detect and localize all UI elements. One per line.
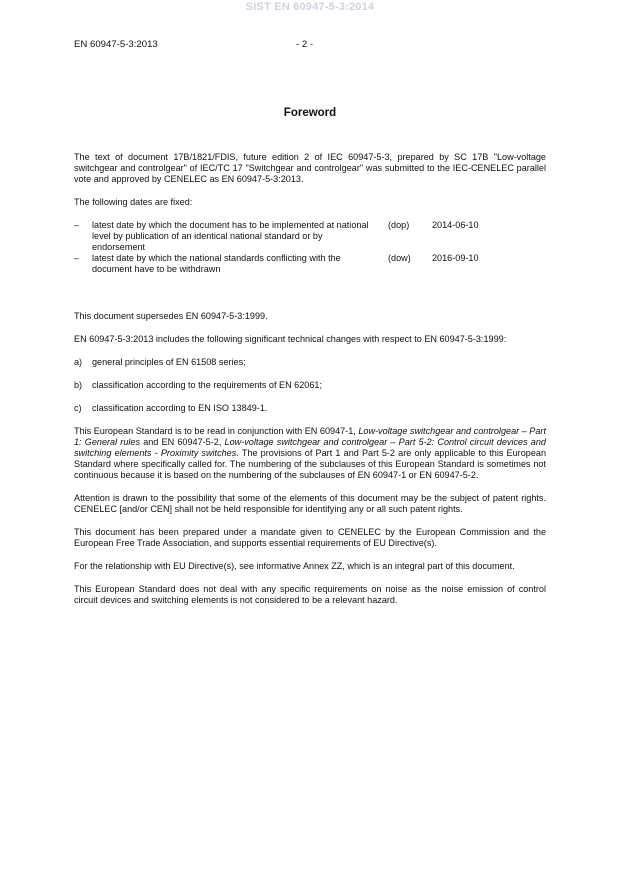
intro-paragraph: The text of document 17B/1821/FDIS, future edition 2 of IEC 60947-5-3, prepared by SC 17B "Low-voltage switchgear and controlgear" of IEC/TC 17 "Switchgear and controlgear" was submitted to the IEC-CENELEC parallel vote and approved by CENELEC as EN 60947-5-3:2013.: [74, 152, 546, 184]
watermark: SIST EN 60947-5-3:2014: [245, 1, 375, 13]
conjunction-text: and EN 60947-5-2,: [140, 437, 225, 447]
relationship-paragraph: For the relationship with EU Directive(s), see informative Annex ZZ, which is an integral part of this document.: [74, 561, 515, 571]
supersedes-paragraph: This document supersedes EN 60947-5-3:1999.: [74, 311, 268, 321]
conjunction-text: . The provisions of Part 1 and Part 5-2 are only applicable to this European Standard where specifically called for. The numbering of the subclauses of this European Standard is sometimes not continuous because it is based on the numbering of the subclauses of EN 60947-1 or EN 60947-5-2.: [74, 448, 546, 480]
change-label: a): [74, 357, 83, 367]
conjunction-paragraph: [74, 426, 546, 481]
change-item: [74, 380, 546, 391]
change-text: general principles of EN 61508 series;: [92, 357, 246, 367]
header-page-number: - 2 -: [296, 39, 314, 50]
dates-intro: The following dates are fixed:: [74, 197, 193, 207]
patent-paragraph: Attention is drawn to the possibility that some of the elements of this document may be the subject of patent rights. CENELEC [and/or CEN] shall not be held responsible for identifying any or all such patent rights.: [74, 493, 546, 514]
mandate-paragraph: This document has been prepared under a mandate given to CENELEC by the European Commission and the European Free Trade Association, and supports essential requirements of EU Directive(s).: [74, 527, 546, 548]
list-dash: –: [74, 253, 80, 263]
changes-intro: EN 60947-5-3:2013 includes the following significant technical changes with respect to EN 60947-5-3:1999:: [74, 334, 507, 344]
date-value: 2016-09-10: [432, 253, 479, 263]
list-dash: –: [74, 220, 80, 230]
conjunction-title-part5-2: Low-voltage switchgear and controlgear – Part 5-2: Control circuit devices and switching elements - Proximity switches: [74, 437, 546, 458]
document-body: [74, 152, 546, 618]
date-description: latest date by which the national standards conflicting with the document have to be withdrawn: [92, 253, 341, 274]
date-value: 2014-06-10: [432, 220, 479, 230]
date-description: latest date by which the document has to be implemented at national level by publication of an identical national standard or by endorsement: [92, 220, 369, 252]
change-text: classification according to the requirements of EN 62061;: [92, 380, 322, 390]
noise-paragraph: This European Standard does not deal with any specific requirements on noise as the noise emission of control circuit devices and switching elements is not considered to be a relevant hazard.: [74, 584, 546, 605]
page-title: Foreword: [283, 107, 337, 119]
change-label: c): [74, 403, 82, 413]
change-item: [74, 357, 546, 368]
change-text: classification according to EN ISO 13849-1.: [92, 403, 268, 413]
change-item: [74, 403, 546, 414]
date-code: (dow): [388, 253, 411, 263]
change-label: b): [74, 380, 83, 390]
conjunction-title-part1: Low-voltage switchgear and controlgear – Part 1: General rules: [74, 426, 546, 447]
date-row-dow: [74, 253, 546, 275]
date-code: (dop): [388, 220, 410, 230]
date-row-dop: [74, 220, 546, 253]
header-document-id: EN 60947-5-3:2013: [74, 39, 158, 50]
dates-list: [74, 220, 546, 275]
conjunction-text: This European Standard is to be read in conjunction with EN 60947-1,: [74, 426, 359, 436]
